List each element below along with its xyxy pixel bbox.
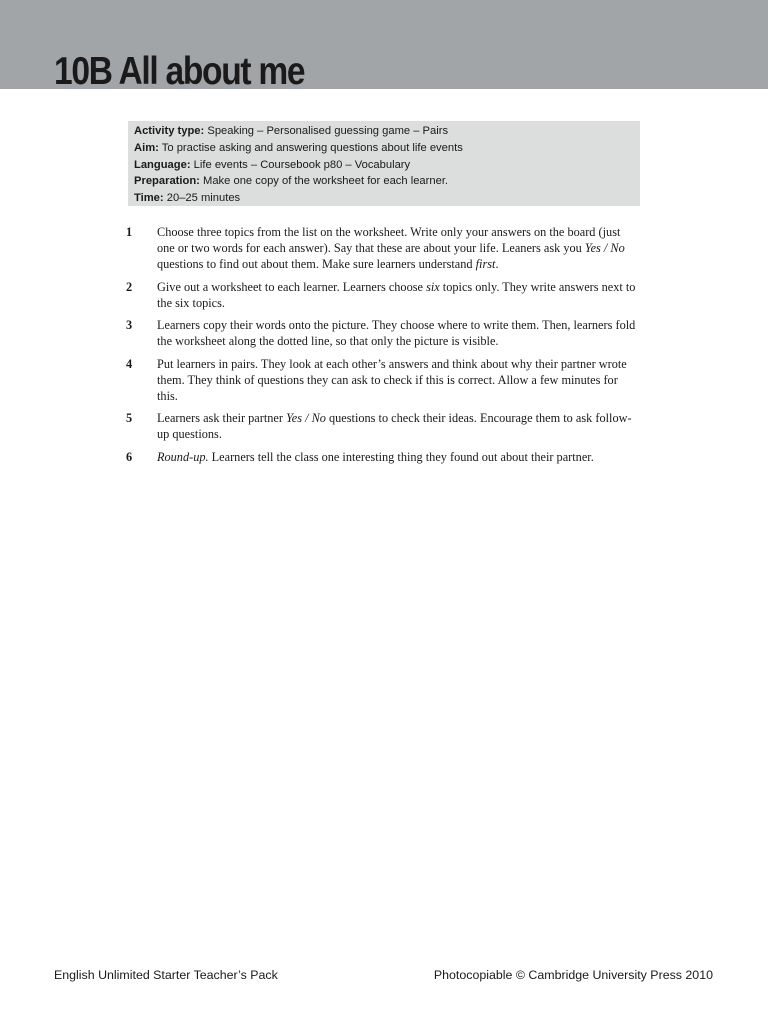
step-text-run: Give out a worksheet to each learner. Learners choose xyxy=(157,279,427,294)
step-number: 3 xyxy=(126,318,133,332)
info-row-preparation xyxy=(134,173,634,190)
step-number: 1 xyxy=(126,225,133,239)
step-text-emphasis: Yes / No xyxy=(584,241,625,255)
step-item xyxy=(126,224,640,272)
step-text-emphasis: Round-up. xyxy=(157,449,209,464)
info-value: 20–25 minutes xyxy=(163,192,241,205)
page-title: 10B All about me xyxy=(54,50,305,93)
step-text-run: topics only. They write answers next to the six topics. xyxy=(157,279,636,310)
info-label: Time: xyxy=(134,192,164,205)
step-number: 6 xyxy=(126,449,133,464)
step-text xyxy=(157,279,640,311)
step-text-run: questions to find out about them. Make sure learners understand xyxy=(157,257,476,271)
info-value: Make one copy of the worksheet for each learner. xyxy=(199,175,449,188)
info-row-language xyxy=(134,157,634,174)
info-row-time xyxy=(134,190,634,207)
info-label: Activity type: xyxy=(134,125,205,137)
step-number: 4 xyxy=(126,356,133,371)
procedure-steps xyxy=(126,224,640,471)
step-text-emphasis: six xyxy=(426,279,440,294)
info-label: Language: xyxy=(134,158,191,171)
info-label: Aim: xyxy=(134,141,159,154)
footer-copyright: Photocopiable © Cambridge University Press 2010 xyxy=(433,968,713,982)
step-text-run: Choose three topics from the list on the worksheet. Write only your answers on the board (just one or two words for each answer). Say that these are about your life. Leaners ask you xyxy=(157,225,621,255)
info-label: Preparation: xyxy=(134,175,200,188)
step-text-run: Put learners in pairs. They look at each other’s answers and think about why their partner wrote them. They think of questions they can ask to check if this is correct. Allow a few minutes for this. xyxy=(157,356,627,403)
step-text xyxy=(157,449,640,465)
step-text xyxy=(157,224,640,272)
step-text-run: . xyxy=(495,257,499,271)
step-item xyxy=(126,356,640,404)
step-text-run: Learners ask their partner xyxy=(157,411,287,425)
info-row-aim xyxy=(134,140,634,157)
step-number: 5 xyxy=(126,411,133,425)
step-item xyxy=(126,449,640,465)
info-value: To practise asking and answering questions about life events xyxy=(158,141,463,154)
step-text-emphasis: Yes / No xyxy=(286,411,326,425)
step-item xyxy=(126,279,640,311)
activity-info-box xyxy=(128,121,640,206)
step-text-emphasis: first xyxy=(475,257,496,271)
step-number: 2 xyxy=(126,279,133,294)
step-text-run: Learners copy their words onto the picture. They choose where to write them. Then, learners fold the worksheet along the dotted line, so that only the picture is visible. xyxy=(157,318,636,348)
footer-publication: English Unlimited Starter Teacher’s Pack xyxy=(54,968,278,982)
step-text xyxy=(157,356,640,404)
step-item xyxy=(126,410,640,442)
step-text-run: Learners tell the class one interesting thing they found out about their partner. xyxy=(208,449,594,464)
info-row-activity-type xyxy=(134,123,634,140)
step-text xyxy=(157,317,640,349)
step-item xyxy=(126,317,640,349)
step-text xyxy=(157,410,640,442)
step-text-run: questions to check their ideas. Encourage them to ask follow-up questions. xyxy=(157,411,632,441)
info-value: Speaking – Personalised guessing game – Pairs xyxy=(204,125,449,137)
info-value: Life events – Coursebook p80 – Vocabulary xyxy=(190,158,411,171)
